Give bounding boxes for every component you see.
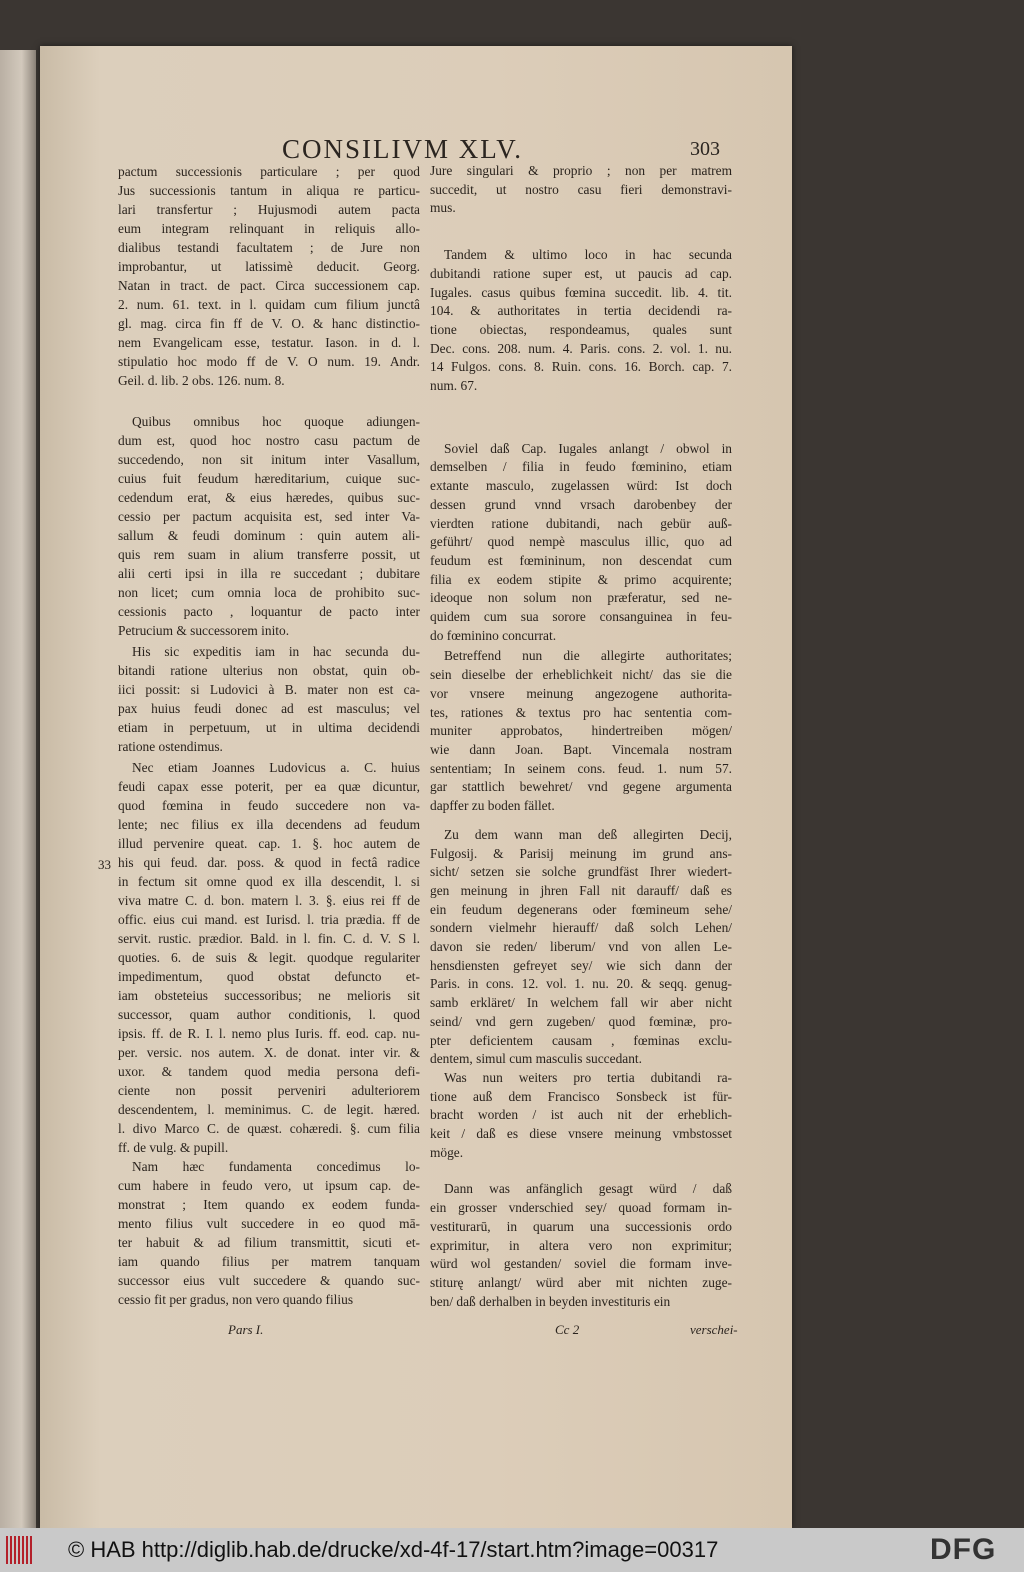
text-line: Nec etiam Joannes Ludovicus a. C. huius <box>132 760 420 775</box>
text-line: descendentem, l. meminimus. C. de legit. hæred. <box>118 1102 420 1117</box>
page-title: CONSILIVM XLV. <box>282 134 524 164</box>
text-line: iam quando filius per matrem tanquam <box>118 1254 420 1269</box>
text-line: sallum & feudi dominum : quin autem ali- <box>118 528 420 543</box>
text-line: Soviel daß Cap. Iugales anlangt / obwol in <box>444 440 732 456</box>
text-line: pax huius feudi donec ad est masculus; vel <box>118 701 420 716</box>
text-line: in fectum sit omne quod ex illa descendit, l. si <box>118 874 420 889</box>
text-line: successor eius vult succedere & quando suc- <box>118 1273 420 1288</box>
text-line: muniter approbatos, hindertreiben mögen/ <box>430 723 732 739</box>
text-line: succedit, ut nostro casu fieri demonstravi- <box>430 181 732 197</box>
text-line: etiam in perpetuum, ut in ultima decidendi <box>118 720 420 735</box>
margin-note: 33 <box>98 857 111 872</box>
text-line: ein feudum degenerans oder fœmineum sehe/ <box>430 901 732 917</box>
text-line: Iugales. casus quibus fœmina succedit. lib. 4. tit. <box>430 284 732 300</box>
text-line: quidem cum sua sorore consanguinea in feu- <box>430 609 732 625</box>
text-line: filia ex eodem stipite & primo acquirente; <box>430 571 732 587</box>
text-line: mento filius vult succedere in eo quod mā- <box>118 1216 420 1231</box>
text-line: wie dann Joan. Bapt. Vincemala nostram <box>430 741 732 757</box>
catchword: verschei- <box>690 1322 738 1337</box>
text-line: würd wol gestanden/ soviel die formam inve- <box>430 1256 732 1272</box>
text-line: ben/ daß derhalben in beyden investituris ein <box>430 1293 671 1309</box>
left-paragraph-2 <box>118 412 420 640</box>
text-line: dubitandi ratione super est, ut paucis ad cap. <box>430 265 732 281</box>
text-line: pter deficientem causam , fœminas exclu- <box>430 1032 732 1048</box>
text-line: ff. de vulg. & pupill. <box>118 1140 229 1155</box>
right-paragraph-4 <box>430 647 732 815</box>
text-line: ideoque non solum non præferatur, sed ne- <box>430 590 732 606</box>
text-line: viva matre C. d. bon. matern l. 3. §. eius rei ff de <box>118 893 420 908</box>
text-line: ipsis. ff. de R. I. l. nemo plus Iuris. ff. eod. cap. nu- <box>118 1026 420 1041</box>
text-line: Geil. d. lib. 2 obs. 126. num. 8. <box>118 373 285 388</box>
text-line: his qui feud. dar. poss. & quod in fectâ radice <box>118 855 420 870</box>
text-line: quoties. 6. de suis & legit. quodque regulariter <box>118 950 420 965</box>
text-line: samb erkläret/ In welchem fall wir aber nicht <box>430 995 732 1011</box>
text-line: extante masculo, zugelassen würd: Ist doch <box>430 478 732 494</box>
text-line: bitandi ratione ulterius non obstat, quin ob- <box>118 663 420 678</box>
text-line: bracht worden / ist auch nit der erheblich- <box>430 1107 732 1123</box>
text-line: mus. <box>430 200 456 216</box>
text-line: Dec. cons. 208. num. 4. Paris. cons. 2. vol. 1. nu. <box>430 340 732 356</box>
footer-bar <box>0 1528 1024 1572</box>
text-line: impedimentum, quod obstat defuncto et- <box>118 969 420 984</box>
signature-mark: Cc 2 <box>555 1322 580 1337</box>
text-line: Paris. in cons. 12. vol. 1. nu. 20. & seqq. genug- <box>430 976 732 992</box>
dfg-logo: DFG <box>930 1533 997 1566</box>
hab-logo-icon <box>6 1536 32 1564</box>
text-line: dialibus testandi facultatem ; de Jure non <box>118 240 420 255</box>
page-number: 303 <box>690 138 720 160</box>
text-line: dentem, simul cum masculis succedant. <box>430 1051 642 1067</box>
left-paragraph-1 <box>118 162 420 390</box>
text-line: Jure singulari & proprio ; non per matrem <box>430 163 732 178</box>
left-paragraph-5 <box>118 1157 420 1309</box>
text-line: stipulatio hoc modo ff de V. O num. 19. Andr. <box>118 354 420 369</box>
text-line: feudi capax esse poterit, per ea quæ dicuntur, <box>118 779 420 794</box>
text-line: tione auß dem Francisco Sonsbeck ist für- <box>430 1088 732 1104</box>
text-line: l. divo Marco C. de quæst. cohæredi. §. cum filia <box>118 1121 420 1136</box>
text-line: davon sie reden/ liberum/ vnd von allen Le- <box>430 939 732 955</box>
right-paragraph-2 <box>430 246 732 396</box>
text-line: seind/ vnd gern zugeben/ quod fœminæ, pro- <box>430 1013 732 1029</box>
text-line: per. versic. nos autem. X. de donat. inter vir. & <box>118 1045 420 1060</box>
text-line: Fulgosij. & Parisij meinung im grund ans- <box>430 845 732 861</box>
text-line: lente; nec filius ex illa decendens ad feudum <box>118 817 420 832</box>
text-line: geführt/ quod nempè masculus illic, quo ad <box>430 534 732 550</box>
text-line: 14 Fulgos. cons. 8. Ruin. cons. 16. Borch. cap. 7. <box>430 359 732 375</box>
text-line: möge. <box>430 1144 464 1160</box>
right-paragraph-3 <box>430 440 732 646</box>
text-line: exprimitur, in altera vero non exprimitur; <box>430 1237 732 1253</box>
text-line: quis rem suam in alium transferre possit, ut <box>118 547 420 562</box>
text-line: cum habere in feudo vero, ut ipsum cap. de- <box>118 1178 420 1193</box>
text-line: His sic expeditis iam in hac secunda du- <box>132 644 420 659</box>
text-line: alii certi ipsi in illa re succedant ; dubitare <box>118 566 420 581</box>
text-line: quod fœmina in feudo succedere non va- <box>118 798 420 813</box>
text-line: gar stattlich bewehret/ vnd gegene argumenta <box>430 779 732 795</box>
text-line: cessio per pactum acquisita est, sed inter Va- <box>118 509 420 524</box>
right-paragraph-6 <box>430 1069 732 1163</box>
text-line: sondern vielmehr hierauff/ daß solch Lehen/ <box>430 920 732 936</box>
text-line: stiturę anlangt/ würd aber mit nichten zuge- <box>430 1274 732 1290</box>
right-column <box>430 162 732 1311</box>
text-line: Quibus omnibus hoc quoque adiungen- <box>132 414 420 429</box>
text-line: gen meinung in jhren Fall nit darauff/ daß es <box>430 882 732 898</box>
previous-page-edge <box>0 50 36 1528</box>
text-line: sein dieselbe der erheblichkeit nicht/ das sie die <box>430 667 732 683</box>
left-paragraph-4 <box>118 758 420 1157</box>
right-paragraph-5 <box>430 826 732 1069</box>
text-line: Natan in tract. de pact. Circa successionem cap. <box>118 278 420 293</box>
text-line: improbantur, ut latissimè deducit. Georg. <box>118 259 420 274</box>
text-line: Tandem & ultimo loco in hac secunda <box>444 247 732 263</box>
text-line: Petrucium & successorem inito. <box>118 623 290 638</box>
text-line: ciente non possit perveniri adulteriorem <box>118 1083 420 1098</box>
text-line: dapffer zu boden fället. <box>430 798 555 814</box>
text-line: tes, rationes & textus pro hac sententia com- <box>430 704 732 720</box>
text-line: 104. & authoritates in tertia decidendi ra- <box>430 303 732 319</box>
text-line: illud pervenire queat. cap. 1. §. hoc autem de <box>118 836 420 851</box>
text-line: offic. eius cui mand. est Iurisd. l. tria prædia. ff de <box>118 912 420 927</box>
text-line: servit. rustic. prædior. Bald. in l. fin. C. d. V. S l. <box>118 931 420 946</box>
text-line: dum est, quod hoc nostro casu pactum de <box>118 433 420 448</box>
text-line: cuius fuit feudum hæreditarium, cuique suc- <box>118 471 420 486</box>
text-line: Zu dem wann man deß allegirten Decij, <box>444 826 732 842</box>
text-line: Dann was anfänglich gesagt würd / daß <box>444 1181 732 1197</box>
signature-left: Pars I. <box>228 1322 264 1337</box>
text-line: do fœminino concurrat. <box>430 627 557 643</box>
text-line: vierdten ratione dubitandi, nach gebür auß- <box>430 515 732 531</box>
right-paragraph-1 <box>430 162 732 218</box>
text-line: successor, quam author conditionis, l. quod <box>118 1007 420 1022</box>
text-line: iici possit: si Ludovici à B. mater non est ca- <box>118 682 420 697</box>
text-line: hensdiensten gefreyet sey/ wie sich dann der <box>430 957 732 973</box>
text-line: feudum est fœmininum, non descendat cum <box>430 552 732 568</box>
right-paragraph-7 <box>430 1180 732 1311</box>
text-line: sententiam; In seinem cons. feud. 1. num 57. <box>430 760 732 776</box>
text-line: dessen grund vnnd vrsach darobenbey der <box>430 496 732 512</box>
text-line: num. 67. <box>430 378 478 394</box>
text-line: lari transfertur ; Hujusmodi autem pacta <box>118 202 420 217</box>
text-line: succedendo, non sit initum inter Vasallum, <box>118 452 420 467</box>
left-column <box>118 162 420 1309</box>
text-line: cessio fit per gradus, non vero quando filius <box>118 1292 354 1307</box>
left-paragraph-3 <box>118 642 420 756</box>
text-line: demselben / filia in feudo fœminino, etiam <box>430 459 732 475</box>
text-line: keit / daß es diese vnsere meinung vmbstosset <box>430 1126 732 1142</box>
text-line: Jus successionis tantum in aliqua re particu- <box>118 183 420 198</box>
text-line: Nam hæc fundamenta concedimus lo- <box>132 1159 420 1174</box>
text-line: ratione ostendimus. <box>118 739 223 754</box>
text-line: nem Evangelicam esse, testatur. Iason. in d. l. <box>118 335 420 350</box>
text-line: cessionis pacto , loquantur de pacto inter <box>118 604 420 619</box>
text-line: iam obsteteius successoribus; ne melioris sit <box>118 988 420 1003</box>
text-line: non licet; cum omnia loca de prohibito suc- <box>118 585 420 600</box>
text-line: 2. num. 61. text. in l. quidam cum filium junctâ <box>118 297 420 312</box>
text-line: eum integram relinquant in reliquis allo- <box>118 221 420 236</box>
text-line: cedendum erat, & eius hæredes, quibus suc- <box>118 490 420 505</box>
text-line: vestiturarū, in quarum una successionis ordo <box>430 1218 732 1234</box>
text-line: vor vnsere meinung angezogene authorita- <box>430 685 732 701</box>
text-line: gl. mag. circa fin ff de V. O. & hanc distinctio- <box>118 316 420 331</box>
text-line: uxor. & tandem quod media persona defi- <box>118 1064 420 1079</box>
text-line: ter habuit & ad filium transmittit, sicuti et- <box>118 1235 420 1250</box>
text-line: monstrat ; Item quando ex eodem funda- <box>118 1197 420 1212</box>
text-line: pactum successionis particulare ; per quod <box>118 164 420 179</box>
text-line: Was nun weiters pro tertia dubitandi ra- <box>444 1069 732 1085</box>
text-line: Betreffend nun die allegirte authoritates; <box>444 648 732 664</box>
source-url[interactable]: © HAB http://diglib.hab.de/drucke/xd-4f-17/start.htm?image=00317 <box>68 1537 719 1562</box>
text-line: sicht/ setzen sie solche grundfäst Ihrer wiedert- <box>430 864 732 880</box>
text-line: tione obiectas, respondeamus, quales sunt <box>430 321 732 337</box>
text-line: ein grosser vnderschied sey/ quoad formam in- <box>430 1200 732 1216</box>
